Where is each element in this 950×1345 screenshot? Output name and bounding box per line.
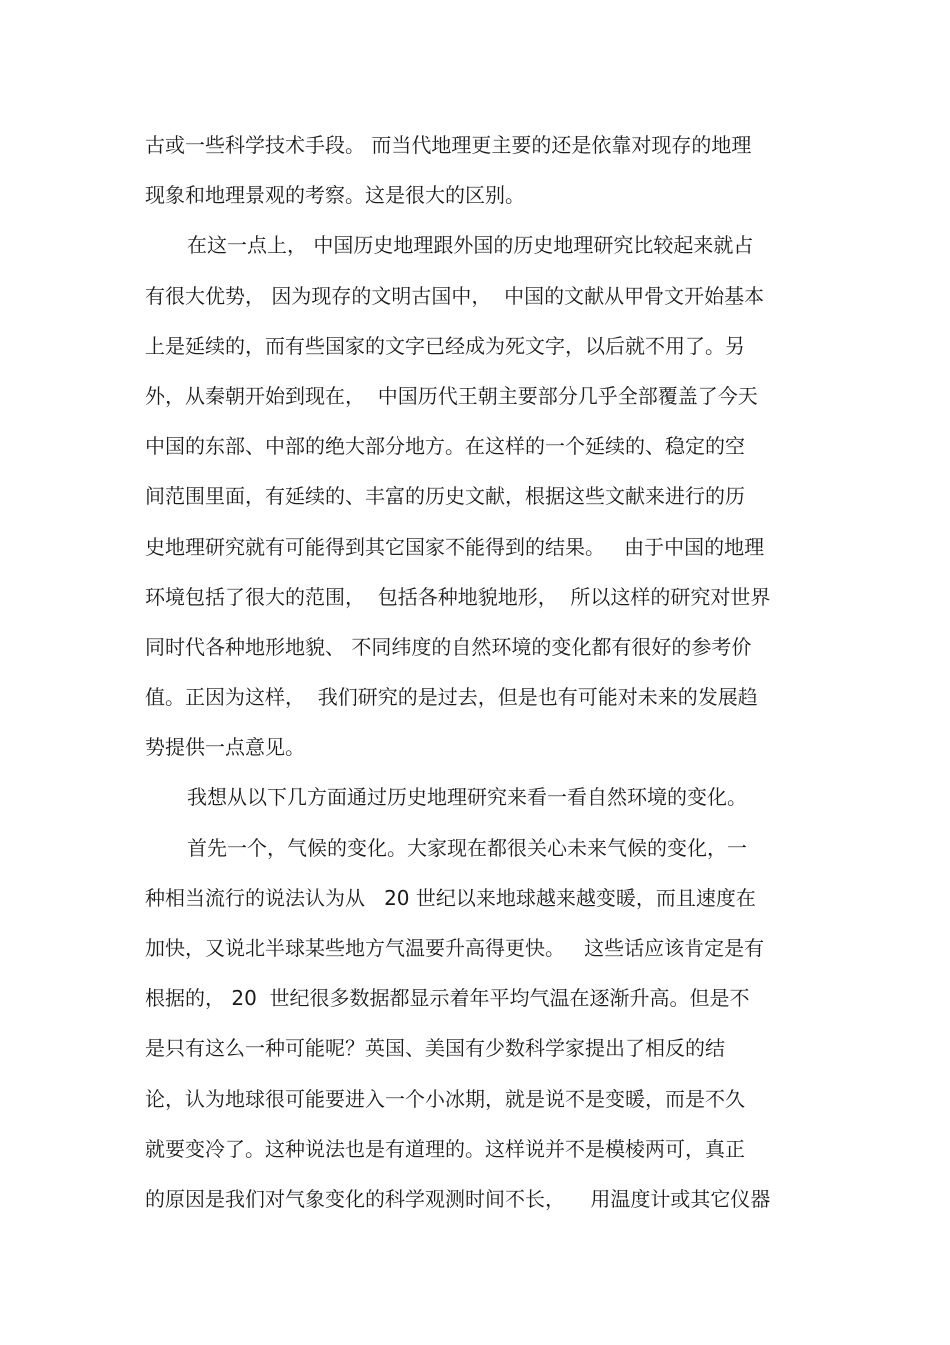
text-line: 有很大优势， 因为现存的文明古国中， 中国的文献从甲骨文开始基本	[145, 283, 765, 308]
text-line: 中国的东部、中部的绝大部分地方。在这样的一个延续的、稳定的空	[145, 434, 745, 459]
text-line: 值。正因为这样， 我们研究的是过去，但是也有可能对未来的发展趋	[145, 685, 758, 710]
text-line: 同时代各种地形地貌、 不同纬度的自然环境的变化都有很好的参考价	[145, 634, 752, 659]
text-line: 间范围里面，有延续的、丰富的历史文献，根据这些文献来进行的历	[145, 484, 745, 509]
text-line: 外，从秦朝开始到现在， 中国历代王朝主要部分几乎全部覆盖了今天	[145, 383, 758, 408]
text-line: 根据的， 20 世纪很多数据都显示着年平均气温在逐渐升高。但是不	[145, 986, 750, 1011]
text-line: 加快，又说北半球某些地方气温要升高得更快。 这些话应该肯定是有	[145, 936, 765, 960]
text-line: 古或一些科学技术手段。 而当代地理更主要的还是依靠对现存的地理	[145, 133, 752, 157]
body-text	[145, 120, 805, 1224]
text-line: 势提供一点意见。	[145, 735, 305, 760]
text-line: 现象和地理景观的考察。这是很大的区别。	[145, 183, 525, 208]
text-line: 就要变冷了。这种说法也是有道理的。这样说并不是模棱两可，真正	[145, 1136, 745, 1161]
text-line: 的原因是我们对气象变化的科学观测时间不长， 用温度计或其它仪器	[145, 1186, 771, 1211]
text-line: 是只有这么一种可能呢？英国、美国有少数科学家提出了相反的结	[145, 1036, 725, 1061]
paragraph-first-line: 首先一个，气候的变化。大家现在都很关心未来气候的变化，一	[187, 835, 747, 860]
text-line: 史地理研究就有可能得到其它国家不能得到的结果。 由于中国的地理	[145, 534, 765, 559]
text-line: 论，认为地球很可能要进入一个小冰期，就是说不是变暖，而是不久	[145, 1086, 745, 1111]
paragraph-first-line: 在这一点上， 中国历史地理跟外国的历史地理研究比较起来就占	[187, 233, 754, 258]
text-line: 种相当流行的说法认为从 20 世纪以来地球越来越变暖，而且速度在	[145, 885, 756, 910]
text-line: 环境包括了很大的范围， 包括各种地貌地形， 所以这样的研究对世界	[145, 584, 771, 609]
paragraph-first-line: 我想从以下几方面通过历史地理研究来看一看自然环境的变化。	[187, 785, 747, 810]
text-line: 上是延续的，而有些国家的文字已经成为死文字，以后就不用了。另	[145, 333, 745, 358]
